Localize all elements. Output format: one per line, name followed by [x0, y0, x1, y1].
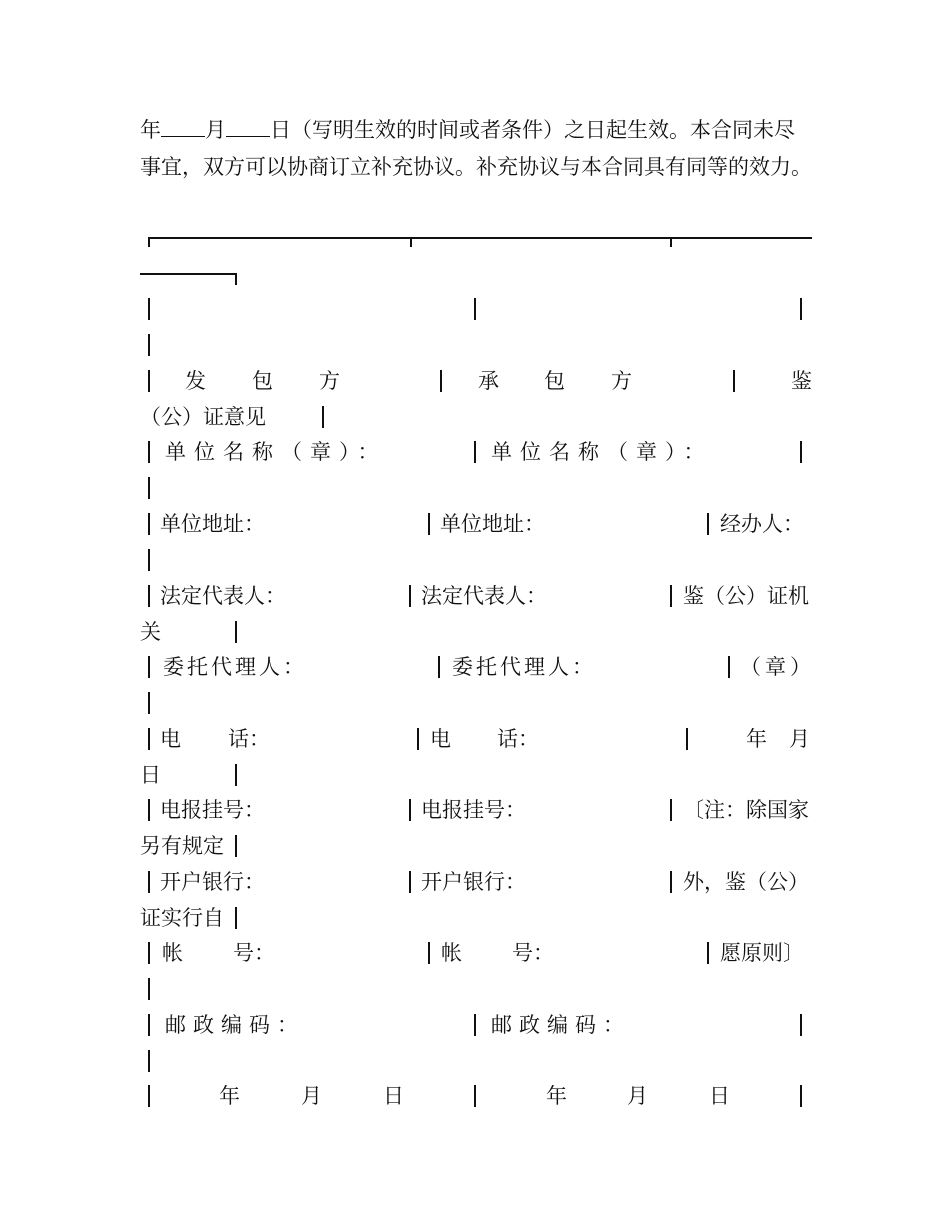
- cell-border: [148, 978, 150, 1000]
- cell-border: [474, 441, 476, 463]
- table-top-right-corner: [235, 273, 237, 285]
- cell-border: [440, 370, 442, 392]
- cell-border: [409, 871, 411, 893]
- party-a-header-1: 发: [185, 369, 206, 393]
- cell-border: [235, 764, 237, 786]
- notary-header-1: 鉴: [791, 369, 812, 393]
- cell-border: [733, 370, 735, 392]
- cell-border: [428, 513, 430, 535]
- bank-b: 开户银行：: [421, 870, 526, 894]
- account-a-1: 帐: [162, 941, 183, 965]
- cell-border: [148, 549, 150, 571]
- cell-border: [474, 1085, 476, 1107]
- account-a-2: 号：: [233, 941, 275, 965]
- unit-name-b: 单位名称（章）：: [491, 440, 713, 464]
- date-b-year: 年: [546, 1084, 567, 1108]
- legal-rep-b: 法定代表人：: [421, 584, 547, 608]
- address-b: 单位地址：: [440, 512, 545, 536]
- cell-border: [148, 1085, 150, 1107]
- cell-border: [670, 799, 672, 821]
- table-top-left-corner: [148, 237, 150, 247]
- notary-day: 日: [140, 763, 161, 787]
- cell-border: [148, 370, 150, 392]
- note-line-5: 愿原则〕: [720, 941, 804, 965]
- cell-border: [409, 585, 411, 607]
- blank-day: [226, 118, 270, 137]
- notary-header-2: （公）证意见: [140, 405, 266, 429]
- cell-border: [148, 1050, 150, 1072]
- cell-border: [686, 728, 688, 750]
- date-b-day: 日: [709, 1084, 730, 1108]
- cell-border: [148, 441, 150, 463]
- postal-b: 邮政编码：: [491, 1013, 631, 1037]
- table-top-border-wrap: [140, 273, 237, 275]
- cell-border: [409, 799, 411, 821]
- cell-border: [148, 1014, 150, 1036]
- address-a: 单位地址：: [160, 512, 265, 536]
- seal-label: （章）: [740, 655, 815, 679]
- legal-rep-a: 法定代表人：: [160, 584, 286, 608]
- cell-border: [148, 513, 150, 535]
- cell-border: [235, 835, 237, 857]
- cell-border: [148, 728, 150, 750]
- party-b-header-3: 方: [611, 369, 632, 393]
- blank-month: [161, 118, 205, 137]
- cell-border: [148, 334, 150, 356]
- paragraph-line-1: [140, 116, 795, 144]
- telegraph-b: 电报挂号：: [421, 798, 526, 822]
- table-top-divider-2: [670, 237, 672, 247]
- paragraph-line-2: 事宜，双方可以协商订立补充协议。补充协议与本合同具有同等的效力。: [140, 155, 812, 179]
- account-b-2: 号：: [512, 941, 554, 965]
- date-a-year: 年: [219, 1084, 240, 1108]
- phone-a-2: 话：: [228, 727, 270, 751]
- cell-border: [235, 621, 237, 643]
- cell-border: [438, 656, 440, 678]
- date-a-day: 日: [383, 1084, 404, 1108]
- handler-label: 经办人：: [720, 512, 804, 536]
- cell-border: [474, 298, 476, 320]
- unit-name-a: 单位名称（章）：: [165, 440, 387, 464]
- party-a-header-3: 方: [319, 369, 340, 393]
- date-b-month: 月: [627, 1084, 648, 1108]
- cell-border: [148, 585, 150, 607]
- cell-border: [800, 1014, 802, 1036]
- notary-month: 月: [789, 727, 810, 751]
- cell-border: [148, 298, 150, 320]
- cell-border: [148, 477, 150, 499]
- cell-border: [148, 799, 150, 821]
- phone-a-1: 电: [160, 727, 181, 751]
- note-line-1: 〔注：除国家: [683, 798, 809, 822]
- cell-border: [707, 942, 709, 964]
- year-label: 年: [140, 118, 161, 142]
- telegraph-a: 电报挂号：: [160, 798, 265, 822]
- phone-b-2: 话：: [497, 727, 539, 751]
- postal-a: 邮政编码：: [165, 1013, 305, 1037]
- cell-border: [728, 656, 730, 678]
- cell-border: [148, 692, 150, 714]
- month-label: 月: [205, 118, 226, 142]
- date-a-month: 月: [301, 1084, 322, 1108]
- cell-border: [800, 298, 802, 320]
- note-line-2: 另有规定: [140, 834, 224, 858]
- cell-border: [707, 513, 709, 535]
- cell-border: [322, 406, 324, 428]
- note-line-3: 外，鉴（公）: [683, 870, 809, 894]
- phone-b-1: 电: [430, 727, 451, 751]
- cell-border: [235, 907, 237, 929]
- cell-border: [474, 1014, 476, 1036]
- agent-a: 委托代理人：: [163, 655, 307, 679]
- note-line-4: 证实行自: [140, 906, 224, 930]
- notary-org-1: 鉴（公）证机: [683, 584, 809, 608]
- cell-border: [148, 656, 150, 678]
- table-top-border: [148, 237, 812, 239]
- table-top-divider-1: [410, 237, 412, 247]
- cell-border: [148, 871, 150, 893]
- party-b-header-2: 包: [544, 369, 565, 393]
- account-b-1: 帐: [441, 941, 462, 965]
- cell-border: [670, 585, 672, 607]
- agent-b: 委托代理人：: [452, 655, 596, 679]
- notary-year: 年: [746, 727, 767, 751]
- cell-border: [148, 942, 150, 964]
- effective-clause: 日（写明生效的时间或者条件）之日起生效。本合同未尽: [270, 118, 795, 142]
- cell-border: [428, 942, 430, 964]
- notary-org-2: 关: [140, 620, 161, 644]
- party-a-header-2: 包: [252, 369, 273, 393]
- cell-border: [800, 441, 802, 463]
- cell-border: [417, 728, 419, 750]
- bank-a: 开户银行：: [160, 870, 265, 894]
- cell-border: [670, 871, 672, 893]
- party-b-header-1: 承: [478, 369, 499, 393]
- cell-border: [800, 1085, 802, 1107]
